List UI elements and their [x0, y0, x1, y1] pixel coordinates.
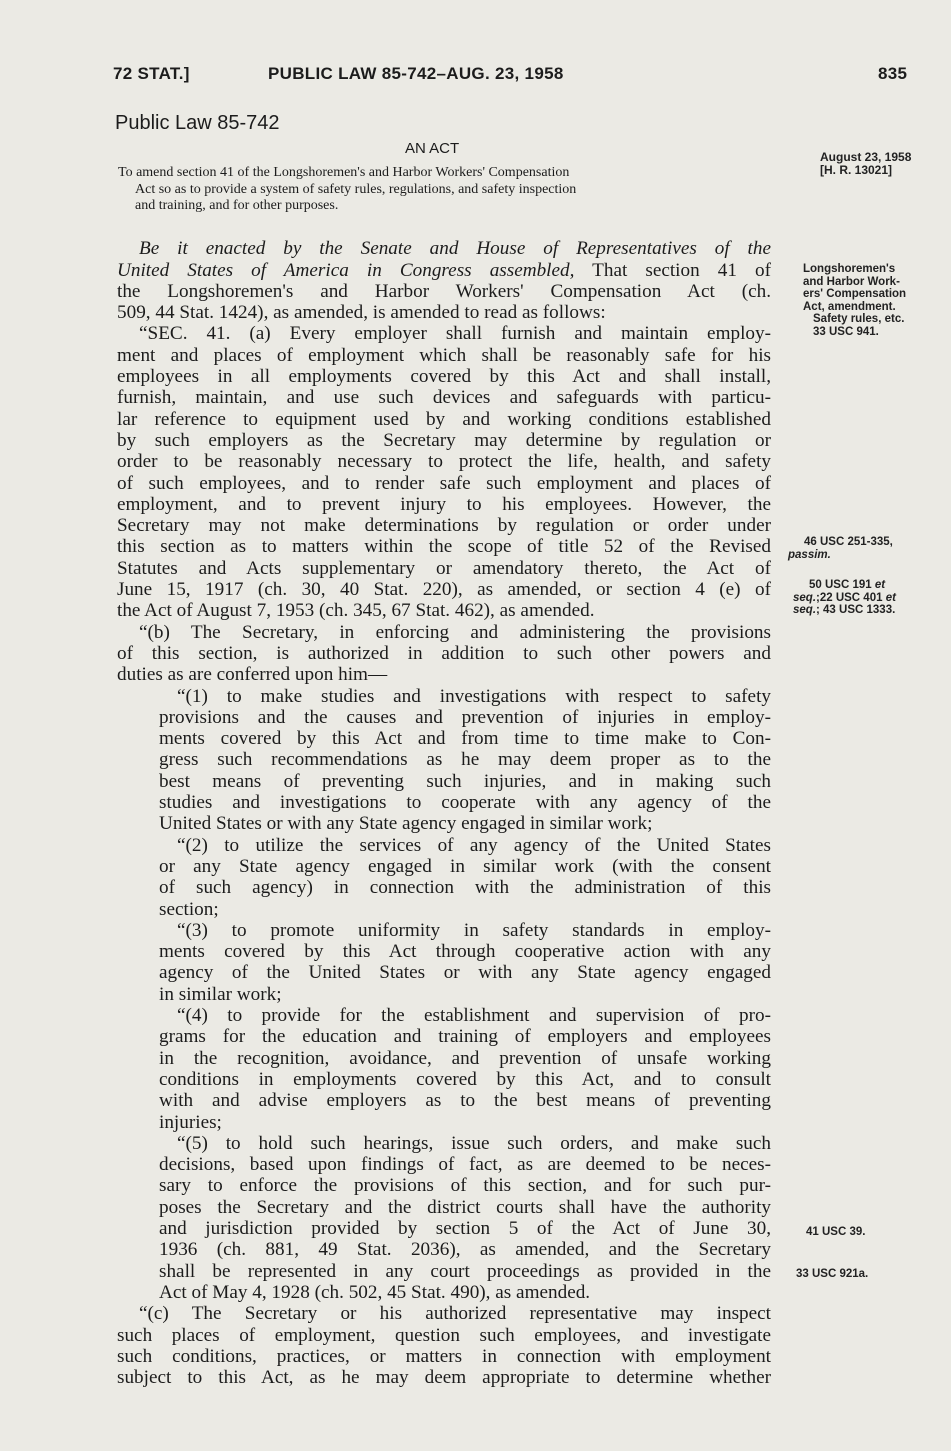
section-line: order to be reasonably necessary to protect the life, health, and safety [117, 451, 771, 473]
margin-note-italic: seq. [793, 604, 817, 616]
paragraph-1-line: studies and investigations to cooperate with any agency of the [159, 792, 771, 813]
enacting-clause-line: the Longshoremen's and Harbor Workers' Compensation Act (ch. [117, 280, 771, 302]
paragraph-4-line: grams for the education and training of employers and employees [159, 1026, 771, 1048]
paragraph-1-line: ments covered by this Act and from time to time make to Con- [159, 728, 771, 750]
margin-note-italic: passim. [788, 548, 831, 561]
paragraph-2-line: or any State agency engaged in similar work (with the consent [159, 855, 771, 877]
margin-note-line [793, 592, 896, 605]
section-line: June 15, 1917 (ch. 30, 40 Stat. 220), as amended, or section 4 (e) of [117, 579, 771, 600]
paragraph-2-line: section; [159, 898, 219, 920]
public-law-title: Public Law 85-742 [115, 112, 280, 134]
enacting-clause-line: 509, 44 Stat. 1424), as amended, is amended to read as follows: [117, 302, 606, 324]
enacting-clause-line: Be it enacted by the Senate and House of Representatives of the [139, 238, 771, 259]
paragraph-5-line: 1936 (ch. 881, 49 Stat. 2036), as amended, and the Secretary [159, 1239, 771, 1261]
section-line: subject to this Act, as he may deem appropriate to determine whether [117, 1367, 771, 1389]
paragraph-3-line: in similar work; [159, 983, 282, 1005]
paragraph-5-line: poses the Secretary and the district courts shall have the authority [159, 1196, 771, 1218]
section-line: Statutes and Acts supplementary or amendatory thereto, the Act of [117, 557, 771, 579]
enacting-clause-italic: United States of America in Congress assembled, [117, 259, 575, 281]
paragraph-4-line: with and advise employers as to the best means of preventing [159, 1090, 771, 1112]
page-number: 835 [878, 64, 908, 83]
paragraph-4-line: conditions in employments covered by this Act, and to consult [159, 1068, 771, 1090]
section-line: employment, and to prevent injury to his employees. However, the [117, 493, 771, 515]
running-header-title: PUBLIC LAW 85-742–AUG. 23, 1958 [268, 64, 564, 83]
margin-note-text: ;22 USC 401 [816, 591, 886, 604]
paragraph-1-line: United States or with any State agency engaged in similar work; [159, 813, 653, 835]
margin-note-reference [788, 536, 893, 561]
section-line: by such employers as the Secretary may determine by regulation or [117, 429, 771, 451]
section-line: of such employees, and to render safe such employment and places of [117, 472, 771, 494]
paragraph-2-line: of such agency) in connection with the administration of this [159, 877, 771, 899]
act-heading: AN ACT [405, 140, 460, 157]
section-line: such places of employment, question such employees, and investigate [117, 1324, 771, 1346]
act-purpose [118, 165, 778, 215]
running-header-volume: 72 STAT.] [113, 64, 190, 83]
paragraph-5-line: decisions, based upon findings of fact, as are deemed to be neces- [159, 1154, 771, 1176]
section-line: lar reference to equipment used by and working conditions established [117, 408, 771, 430]
paragraph-4-line: injuries; [159, 1111, 222, 1133]
paragraph-5-line: Act of May 4, 1928 (ch. 502, 45 Stat. 490), as amended. [159, 1281, 591, 1303]
margin-note-date [820, 151, 911, 176]
paragraph-2-line: “(2) to utilize the services of any agency of the United States [177, 834, 771, 856]
paragraph-1-line: provisions and the causes and prevention of injuries in employ- [159, 706, 771, 728]
section-line: furnish, maintain, and use such devices and safeguards with particu- [117, 387, 771, 409]
margin-note-italic: et [874, 579, 886, 591]
margin-note-subject [803, 263, 906, 338]
paragraph-5-line: and jurisdiction provided by section 5 of the Act of June 30, [159, 1218, 771, 1239]
section-line: of this section, is authorized in addition to such other powers and [117, 642, 771, 664]
section-line: such conditions, practices, or matters in connection with employment [117, 1345, 771, 1367]
margin-note-line: August 23, 1958 [820, 150, 912, 164]
paragraph-1-line: best means of preventing such injuries, and in making such [159, 770, 771, 792]
margin-note-line: Longshoremen's [803, 263, 896, 275]
margin-note-text: ; 43 USC 1333. [816, 604, 896, 616]
margin-note-line [793, 604, 896, 617]
section-line: “(c) The Secretary or his authorized representative may inspect [139, 1303, 771, 1325]
margin-note-line: Act, amendment. [803, 300, 896, 313]
margin-note-text: 50 USC 191 [809, 579, 875, 591]
margin-note-line: 46 USC 251-335, [804, 536, 893, 548]
margin-note-line [788, 549, 893, 562]
paragraph-3-line: ments covered by this Act through cooperative action with any [159, 941, 771, 963]
paragraph-5-line: shall be represented in any court proceedings as provided in the [159, 1260, 771, 1282]
section-line: duties as are conferred upon him— [117, 664, 388, 686]
paragraph-5-line: “(5) to hold such hearings, issue such orders, and make such [177, 1132, 771, 1154]
margin-note-line: 33 USC 941. [813, 325, 879, 338]
paragraph-5-line: sary to enforce the provisions of this section, and for such pur- [159, 1175, 771, 1197]
margin-note-line: and Harbor Work- [803, 275, 900, 288]
margin-note-line [793, 579, 896, 592]
paragraph-1-line: gress such recommendations as he may deem proper as to the [159, 749, 771, 771]
margin-note-line: Safety rules, etc. [813, 313, 905, 325]
margin-note-italic: et [885, 591, 896, 604]
paragraph-4-line: in the recognition, avoidance, and prevention of unsafe working [159, 1047, 771, 1069]
enacting-clause-text: That section 41 of [574, 259, 771, 281]
margin-note-line: ers' Compensation [803, 288, 907, 300]
enacting-clause-line [117, 260, 771, 281]
purpose-line: To amend section 41 of the Longshoremen's and Harbor Workers' Compensation [118, 165, 570, 180]
paragraph-3-line: agency of the United States or with any State agency engaged [159, 962, 771, 984]
margin-note-line: [H. R. 13021] [820, 162, 893, 177]
section-line: “SEC. 41. (a) Every employer shall furnish and maintain employ- [139, 323, 771, 345]
paragraph-3-line: “(3) to promote uniformity in safety standards in employ- [177, 919, 771, 941]
section-line: the Act of August 7, 1953 (ch. 345, 67 Stat. 462), as amended. [117, 600, 595, 622]
margin-note-reference [793, 579, 896, 617]
section-line: employees in all employments covered by this Act and shall install, [117, 366, 771, 387]
section-line: Secretary may not make determinations by regulation or order under [117, 515, 771, 537]
margin-note-italic: seq. [793, 591, 817, 604]
margin-note-reference: 41 USC 39. [806, 1226, 866, 1238]
margin-note-reference: 33 USC 921a. [796, 1268, 869, 1280]
section-line: ment and places of employment which shall be reasonably safe for his [117, 344, 771, 366]
paragraph-1-line: “(1) to make studies and investigations with respect to safety [177, 685, 771, 707]
section-line: “(b) The Secretary, in enforcing and administering the provisions [139, 621, 771, 643]
section-line: this section as to matters within the scope of title 52 of the Revised [117, 536, 771, 558]
purpose-line: and training, and for other purposes. [135, 198, 339, 213]
purpose-line: Act so as to provide a system of safety rules, regulations, and safety inspection [135, 181, 577, 197]
paragraph-4-line: “(4) to provide for the establishment and supervision of pro- [177, 1005, 771, 1026]
